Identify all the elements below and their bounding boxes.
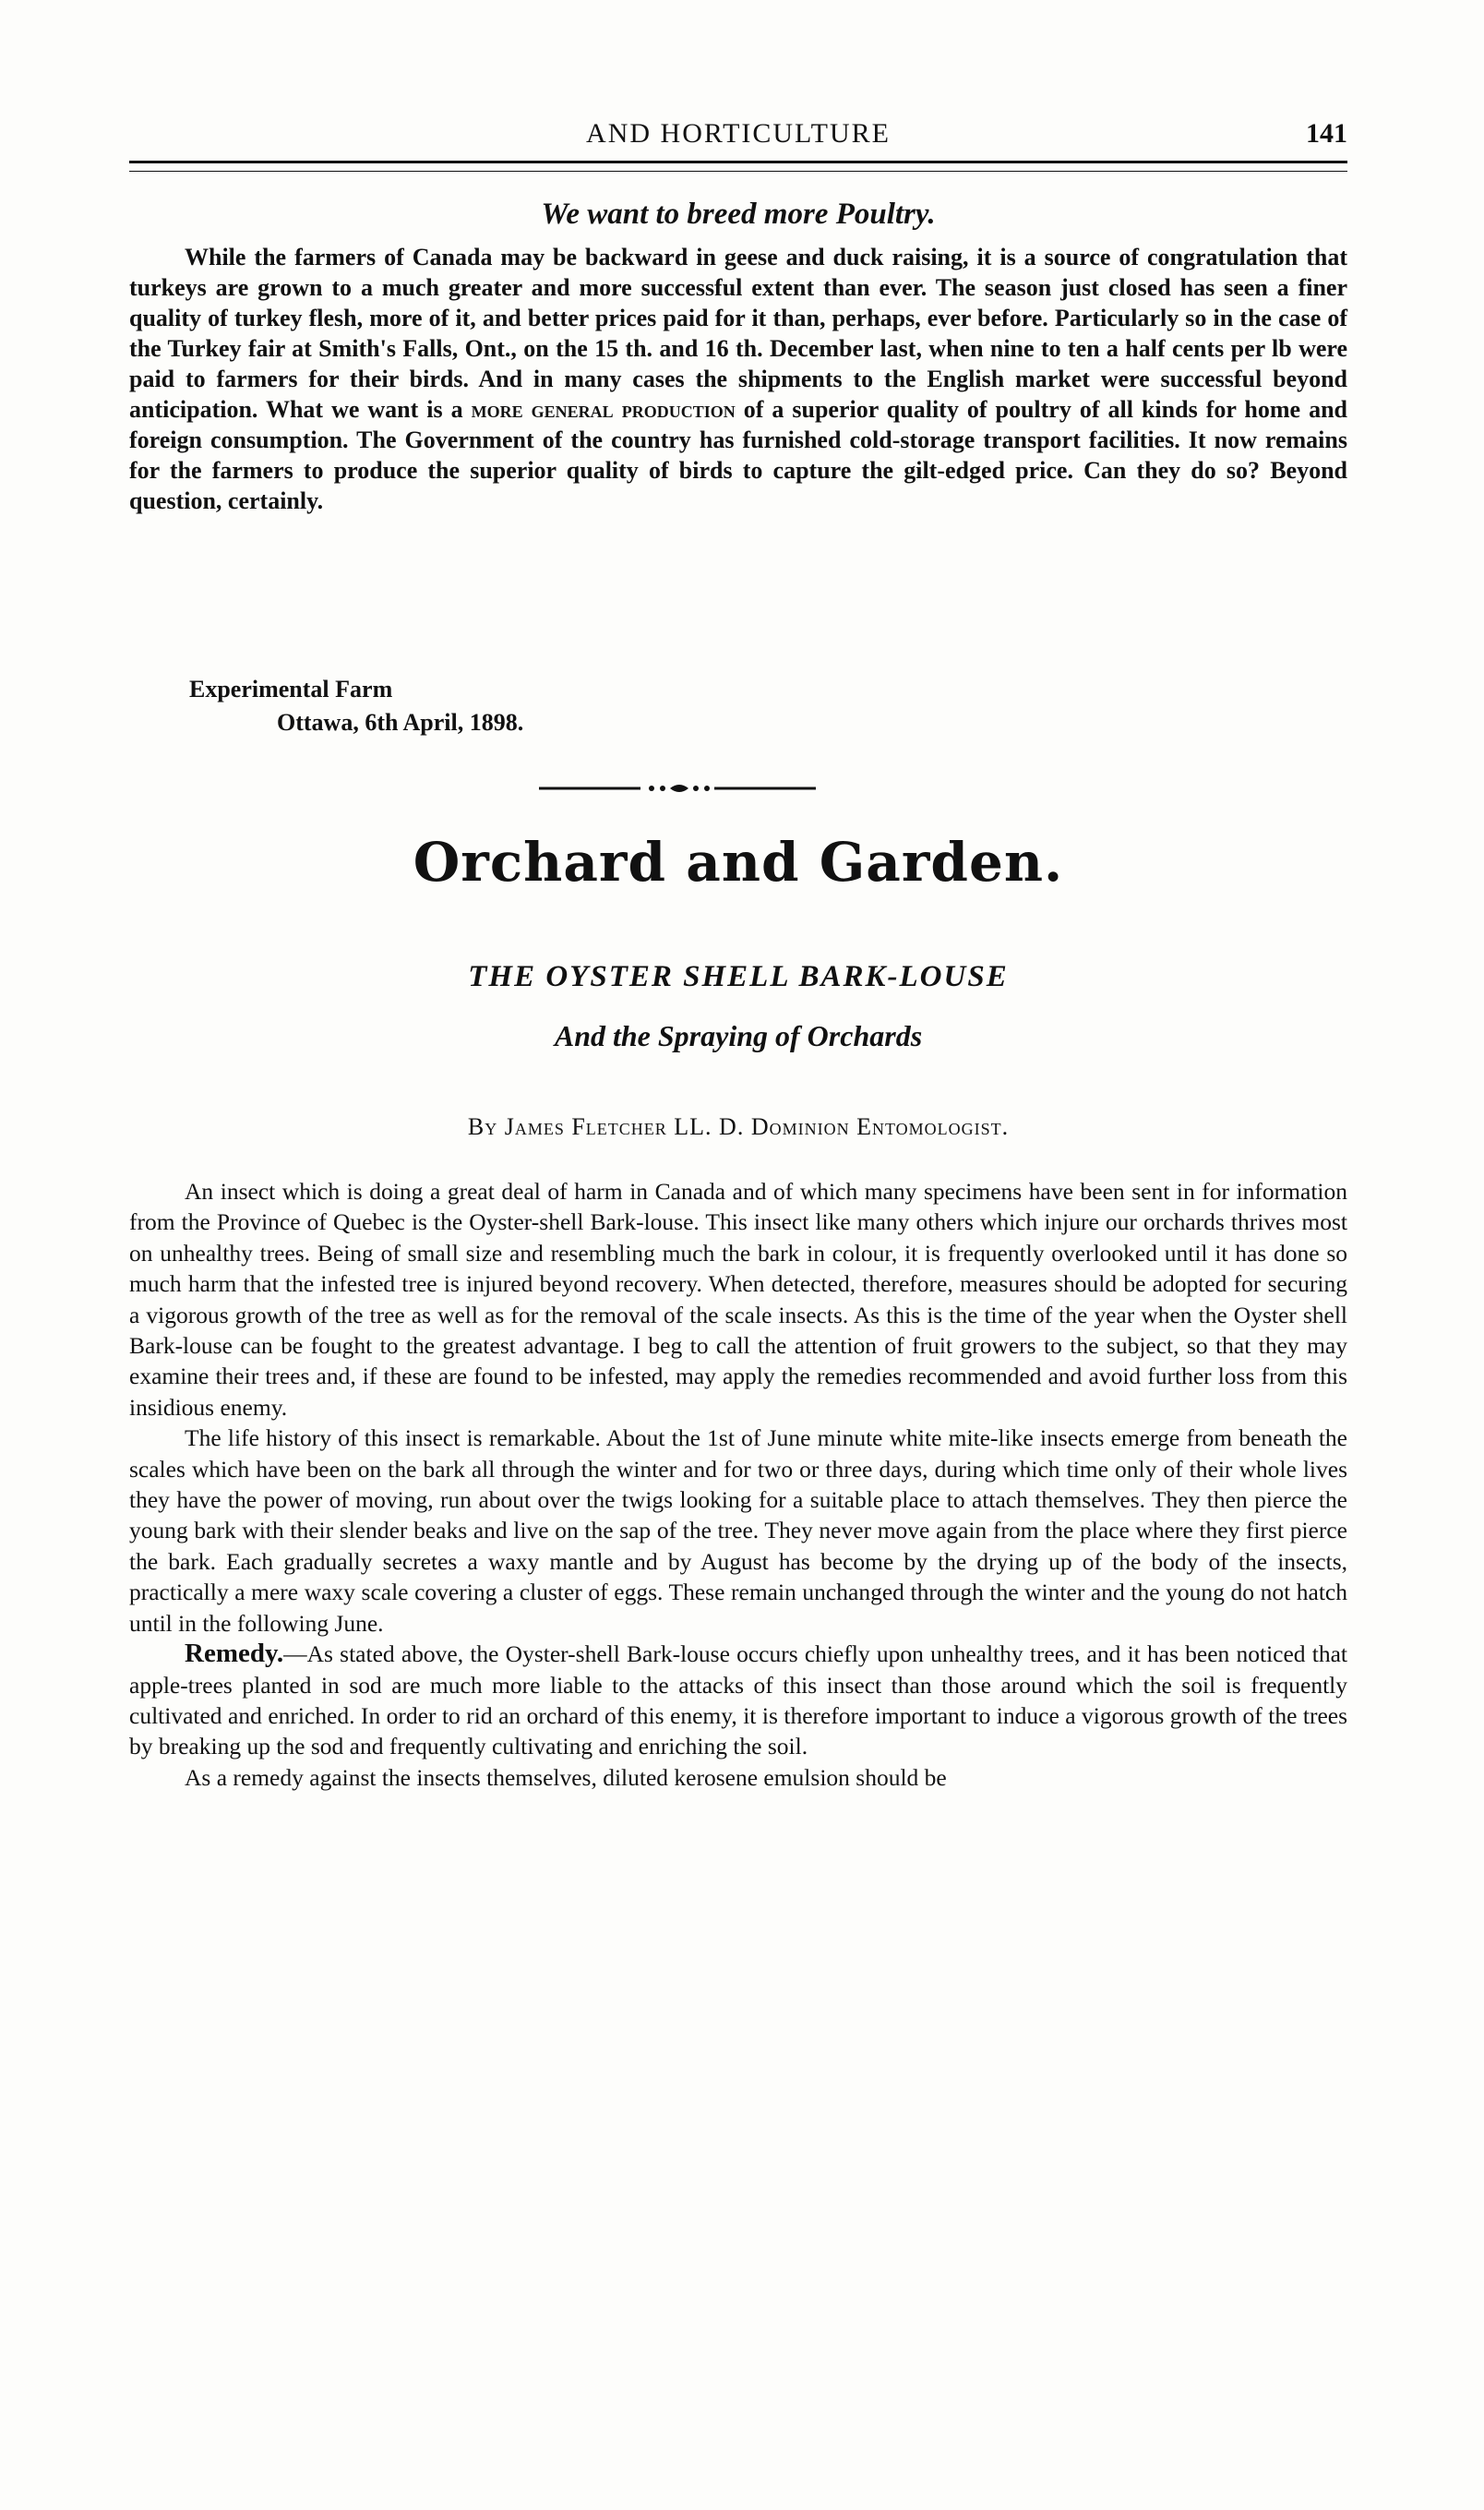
poultry-text-b: of a superior quality of poultry of all kinds for home and foreign consumption. The Government of the country has furnished cold-storage transport facilities. It now remains for the farmers to produce the superior quality of birds to capture the gilt-edged price. Can they do so? Beyond question, certainly. (129, 396, 1348, 514)
article-body (129, 1176, 1347, 1793)
article-subtitle: And the Spraying of Orchards (554, 1019, 923, 1052)
section-title: Orchard and Garden. (413, 831, 1064, 894)
poultry-smallcaps: more general production (471, 396, 736, 423)
body-paragraph-4: As a remedy against the insects themselves, diluted kerosene emulsion should be (185, 1763, 947, 1791)
page-number: 141 (1306, 118, 1347, 149)
remedy-text: —As stated above, the Oyster-shell Bark-louse occurs chiefly upon unhealthy trees, and it has been noticed that apple-trees planted in sod are much more liable to the attacks of this insect than those around which the soil is frequently cultivated and enriched. In order to rid an orchard of this enemy, it is therefore important to induce a vigorous growth of the trees by breaking up the sod and frequently cultivating and enriching the soil. (129, 1640, 1347, 1760)
section-ornament (539, 779, 816, 798)
poultry-heading: We want to breed more Poultry. (541, 198, 936, 231)
body-paragraph-3 (129, 1639, 1347, 1762)
signoff-institution: Experimental Farm (189, 676, 393, 703)
running-title: AND HORTICULTURE (586, 118, 891, 149)
body-paragraph-2: The life history of this insect is remarkable. About the 1st of June minute white mite-like insects emerge from beneath the scales which have been on the bark all through the winter and for two or three days, during which time only of their whole lives they have the power of moving, run about over the twigs looking for a suitable place to attach themselves. They then pierce the young bark with their slender beaks and live on the sap of the tree. They never move again from the place where they first pierce the bark. Each gradually secretes a waxy mantle and by August has become by the drying up of the body of the insects, practically a mere waxy scale covering a cluster of eggs. These remain unchanged through the winter and the young do not hatch until in the following June. (129, 1424, 1347, 1637)
article-byline: By James Fletcher LL. D. Dominion Entomologist. (467, 1113, 1010, 1140)
running-header (129, 118, 1347, 155)
poultry-paragraph (129, 242, 1347, 516)
article-title: THE OYSTER SHELL BARK-LOUSE (468, 960, 1009, 993)
signoff-date: Ottawa, 6th April, 1898. (277, 709, 524, 736)
body-paragraph-1: An insect which is doing a great deal of harm in Canada and of which many specimens have been sent in for information from the Province of Quebec is the Oyster-shell Bark-louse. This insect like many others which injure our orchards thrives most on unhealthy trees. Being of small size and resembling much the bark in colour, it is frequently overlooked until it has done so much harm that the infested tree is injured beyond recovery. When detected, therefore, measures should be adopted for securing a vigorous growth of the tree as well as for the removal of the scale insects. As this is the time of the year when the Oyster shell Bark-louse can be fought to the greatest advantage. I beg to call the attention of fruit growers to the subject, so that they may examine their trees and, if these are found to be infested, may apply the remedies recommended and avoid further loss from this insidious enemy. (129, 1178, 1347, 1421)
remedy-label: Remedy. (185, 1639, 284, 1669)
header-double-rule (129, 161, 1347, 172)
poultry-text-a: While the farmers of Canada may be backward in geese and duck raising, it is a source of congratulation that turkeys are grown to a much greater and more successful extent than ever. The season just closed has seen a finer quality of turkey flesh, more of it, and better prices paid for it than, perhaps, ever before. Particularly so in the case of the Turkey fair at Smith's Falls, Ont., on the 15 th. and 16 th. December last, when nine to ten a half cents per lb were paid to farmers for their birds. And in many cases the shipments to the English market were successful beyond anticipation. What we want is a (129, 244, 1347, 423)
